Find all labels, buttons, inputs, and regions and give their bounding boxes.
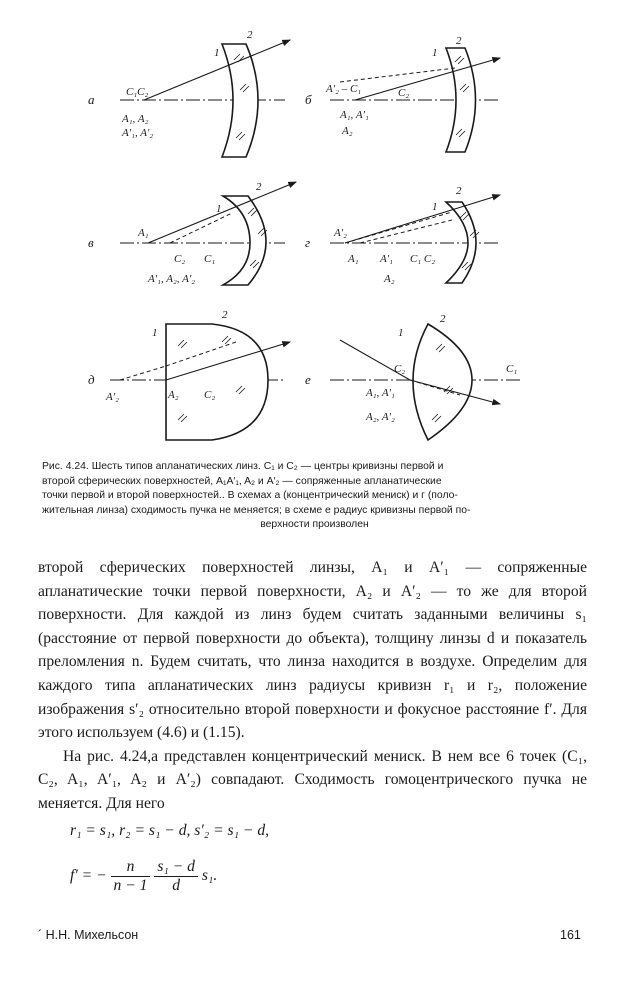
panel-v-label-1: 1 xyxy=(216,203,222,215)
caption-line: жительная линза) сходимость пучка не меняется; в схеме е радиус кривизны первой по- xyxy=(42,504,471,516)
panel-e-label-c1: C₁ xyxy=(506,363,518,375)
paragraph: второй сферических поверхностей линзы, A₁ и A′₁ — сопряженные апланатические точки первой поверхности, A₂ и A′₂ — то же для второй поверхности. Для каждой из линз будем считать заданными величины s₁ (расстояние от первой поверхности до объекта), толщину линзы d и показатель преломления n. Будем считать, что линза находится в воздухе. Определим для каждого типа апланатических линз радиусы кривизн r₁ и r₂, положение изображения s′₂ относительно второй поверхности и фокусное расстояние f′. Для этого используем (4.6) и (1.15). xyxy=(38,559,587,742)
panel-a-label-c: C₁C₂ xyxy=(126,86,149,98)
panel-d-label-a2: A₂ xyxy=(168,389,179,401)
panel-e-label-c2: C₂ xyxy=(394,363,406,375)
caption-line: Рис. 4.24. Шесть типов апланатических линз. C₁ и C₂ — центры кривизны первой и xyxy=(42,461,444,472)
panel-g-label-1: 1 xyxy=(432,201,438,213)
panel-g-label-2: 2 xyxy=(456,185,462,197)
panel-b-label-1: 1 xyxy=(432,47,438,59)
panel-b-label-a2-c1: A′₂ – C₁ xyxy=(326,83,362,95)
panel-b-label-c2: C₂ xyxy=(398,87,410,99)
panel-a-label-2: 2 xyxy=(247,29,253,41)
panel-d-label-c2: C₂ xyxy=(204,389,216,401)
panel-g-label-a1-prime: A′₁ xyxy=(380,253,393,265)
panel-v-letter: в xyxy=(88,235,94,250)
panel-g-label-a2-prime: A′₂ xyxy=(334,227,347,239)
panel-b xyxy=(305,35,500,152)
panel-d-label-a2-prime: A′₂ xyxy=(106,391,119,403)
panel-e-letter: е xyxy=(305,372,311,387)
panel-b-label-a2: A₂ xyxy=(342,125,353,137)
page-number: 161 xyxy=(560,928,581,942)
panel-v-label-a1: A₁ xyxy=(138,227,149,239)
panel-v-label-c1: C₁ xyxy=(204,253,216,265)
caption-line: верхности произволен xyxy=(260,519,369,531)
panel-g xyxy=(305,185,500,285)
panel-e-label-2: 2 xyxy=(440,313,446,325)
formula-lhs: f′ = − xyxy=(70,867,107,885)
caption-line: второй сферических поверхностей, A₁A′₁, A₂ и A′₂ — сопряженные апланатические xyxy=(42,475,442,487)
panel-e-label-a1: A₁, A′₁ xyxy=(366,387,395,399)
panel-e-label-a2: A₂, A′₂ xyxy=(366,411,395,423)
panel-v-label-a: A′₁, A₂, A′₂ xyxy=(148,273,196,285)
panel-v-label-c2: C₂ xyxy=(174,253,186,265)
formula-focal-length xyxy=(70,858,217,895)
formula-tail: s₁. xyxy=(201,867,218,885)
panel-v xyxy=(88,181,296,285)
panel-g-label-a2: A₂ xyxy=(384,273,395,285)
fraction-denominator: d xyxy=(172,877,181,894)
panel-d-label-1: 1 xyxy=(152,327,158,339)
panel-b-letter: б xyxy=(305,92,312,107)
fraction-numerator: n xyxy=(111,858,151,877)
caption-line: точки первой и второй поверхностей.. В схемах а (концентрический мениск) и г (поло- xyxy=(42,490,458,502)
panel-a-label-a-prime: A′₁, A′₂ xyxy=(122,127,154,139)
footer-author: ´ Н.Н. Михельсон xyxy=(38,928,139,942)
panel-e xyxy=(305,313,520,440)
fraction-s xyxy=(154,858,198,895)
fraction-numerator: s₁ − d xyxy=(154,858,198,877)
panel-g-label-a1: A₁ xyxy=(348,253,359,265)
panel-d xyxy=(88,309,290,440)
figure-caption xyxy=(42,460,587,533)
fraction-denominator: n − 1 xyxy=(113,877,148,894)
panel-g-letter: г xyxy=(305,235,311,250)
fraction-n xyxy=(111,858,151,895)
panel-e-label-1: 1 xyxy=(398,327,404,339)
panel-b-label-a1: A₁, A′₁ xyxy=(340,109,369,121)
panel-a-label-a: A₁, A₂ xyxy=(122,113,149,125)
panel-b-label-2: 2 xyxy=(456,35,462,47)
panel-a-label-1: 1 xyxy=(214,47,220,59)
panel-v-label-2: 2 xyxy=(256,181,262,193)
panel-g-label-c: C₁ C₂ xyxy=(410,253,436,265)
paragraph: На рис. 4.24,а представлен концентрический мениск. В нем все 6 точек (C₁, C₂, A₁, A′₁, A₂ и A′₂) совпадают. Сходимость гомоцентрического пучка не меняется. Для него xyxy=(38,747,587,812)
panel-d-letter: д xyxy=(88,372,95,387)
panel-d-label-2: 2 xyxy=(222,309,228,321)
panel-a-letter: а xyxy=(88,92,95,107)
panel-a xyxy=(88,29,290,157)
body-text xyxy=(38,556,587,816)
formula-radii: r₁ = s₁, r₂ = s₁ − d, s′₂ = s₁ − d, xyxy=(70,822,270,839)
aplanatic-lenses-figure xyxy=(0,0,623,460)
